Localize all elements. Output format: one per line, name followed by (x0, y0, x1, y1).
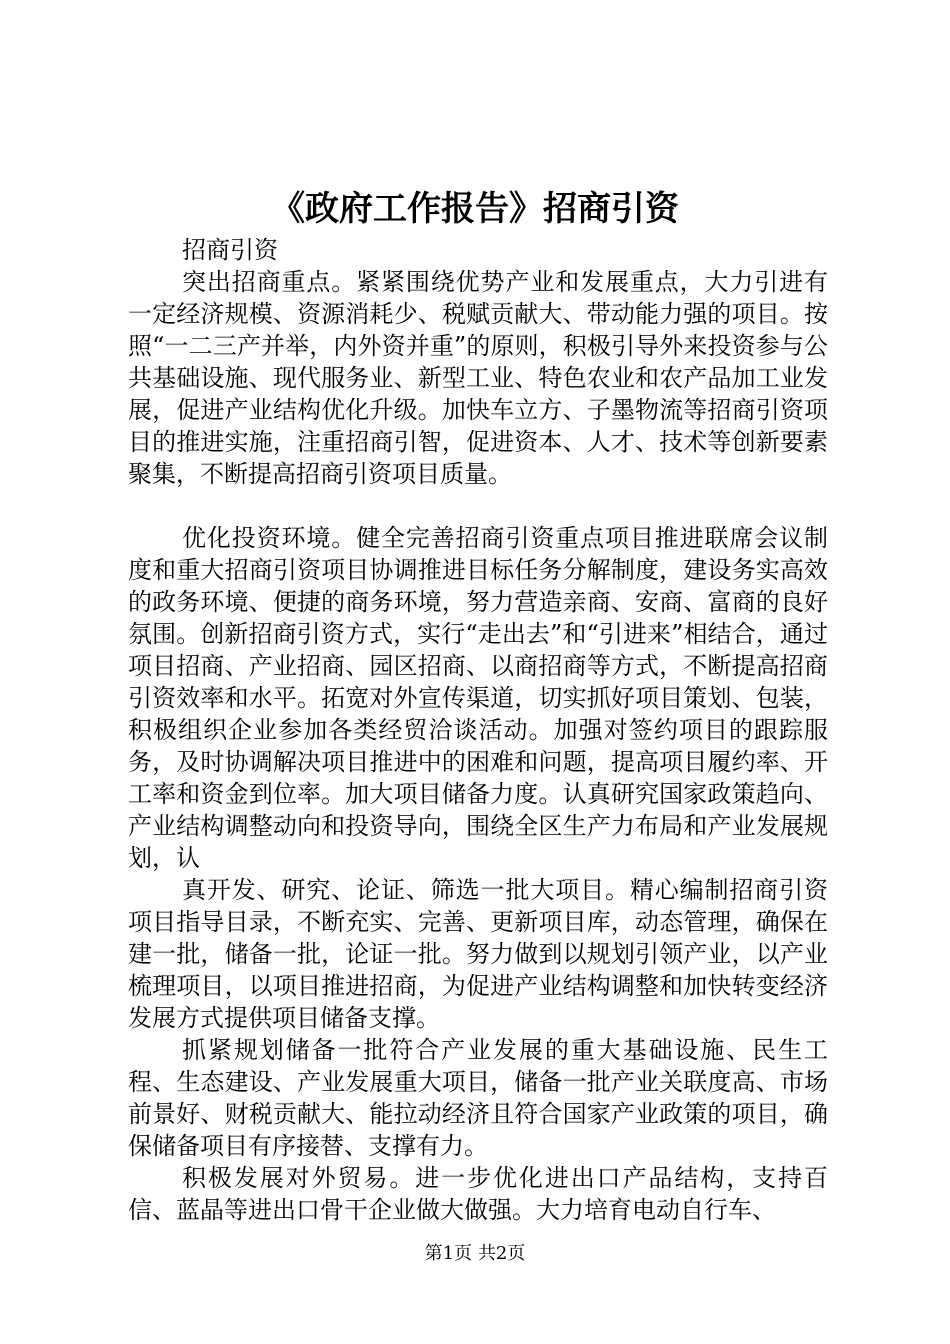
page-title: 《政府工作报告》招商引资 (271, 189, 679, 229)
paragraph-investment-focus: 突出招商重点。紧紧围绕优势产业和发展重点，大力引进有一定经济规模、资源消耗少、税赋贡献大、带动能力强的项目。按照“一二三产并举，内外资并重”的原则，积极引导外来投资参与公共基础设施、现代服务业、新型工业、特色农业和农产品加工业发展，促进产业结构优化升级。加快车立方、子墨物流等招商引资项目的推进实施，注重招商引智，促进资本、人才、技术等创新要素聚集，不断提高招商引资项目质量。 (128, 268, 828, 488)
paragraph-project-reserve: 抓紧规划储备一批符合产业发展的重大基础设施、民生工程、生态建设、产业发展重大项目，储备一批产业关联度高、市场前景好、财税贡献大、能拉动经济且符合国家产业政策的项目，确保储备项目有序接替、支撑有力。 (128, 1036, 828, 1160)
document-body (128, 234, 828, 1226)
section-heading: 招商引资 (182, 236, 278, 264)
page-number-footer: 第1页 共2页 (424, 1243, 526, 1264)
paragraph-foreign-trade: 积极发展对外贸易。进一步优化进出口产品结构，支持百信、蓝晶等进出口骨干企业做大做强。大力培育电动自行车、 (128, 1164, 828, 1224)
paragraph-investment-environment: 优化投资环境。健全完善招商引资重点项目推进联席会议制度和重大招商引资项目协调推进目标任务分解制度，建设务实高效的政务环境、便捷的商务环境，努力营造亲商、安商、富商的良好氛围。创新招商引资方式，实行“走出去”和“引进来”相结合，通过项目招商、产业招商、园区招商、以商招商等方式，不断提高招商引资效率和水平。拓宽对外宣传渠道，切实抓好项目策划、包装，积极组织企业参加各类经贸洽谈活动。加强对签约项目的跟踪服务，及时协调解决项目推进中的困难和问题，提高项目履约率、开工率和资金到位率。加大项目储备力度。认真研究国家政策趋向、产业结构调整动向和投资导向，围绕全区生产力布局和产业发展规划，认 (128, 524, 828, 872)
paragraph-project-development: 真开发、研究、论证、筛选一批大项目。精心编制招商引资项目指导目录，不断充实、完善、更新项目库，动态管理，确保在建一批，储备一批，论证一批。努力做到以规划引领产业，以产业梳理项目，以项目推进招商，为促进产业结构调整和加快转变经济发展方式提供项目储备支撑。 (128, 876, 828, 1032)
